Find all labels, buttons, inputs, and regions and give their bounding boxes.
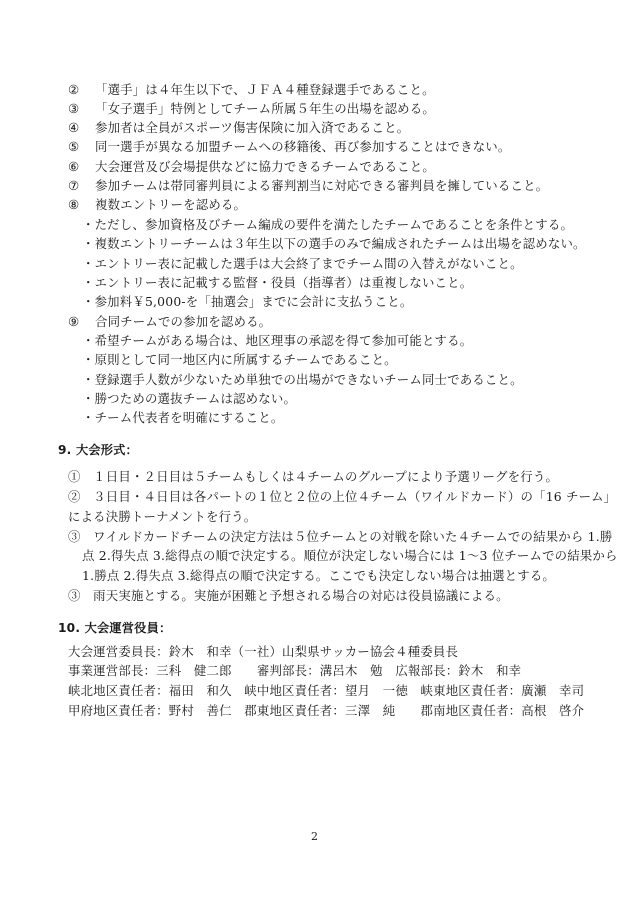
sub-bullet: ・希望チームがある場合は、地区理事の承認を得て参加可能とする。 (82, 333, 473, 348)
sub-bullet: ・チーム代表者を明確にすること。 (82, 410, 284, 425)
list-item: ⑦ 参加チームは帯同審判員による審判割当に対応できる審判員を擁していること。 (68, 178, 549, 193)
paragraph-line: による決勝トーナメントを行う。 (68, 509, 257, 524)
list-item: ② 「選手」は４年生以下で、ＪＦＡ４種登録選手であること。 (68, 82, 435, 97)
paragraph-line: ③ ワイルドカードチームの決定方法は５位チームとの対戦を除いた４チームでの結果から 1.勝 (68, 529, 613, 544)
paragraph-line: ② ３日目・４日目は各パートの１位と２位の上位４チーム（ワイルドカード）の「16 チーム」 (68, 489, 617, 504)
list-item: ④ 参加者は全員がスポーツ傷害保険に加入済であること。 (68, 120, 410, 135)
sub-bullet: ・原則として同一地区内に所属するチームであること。 (82, 352, 397, 367)
list-item: ③ 「女子選手」特例としてチーム所属５年生の出場を認める。 (68, 101, 435, 116)
sub-bullet: ・ただし、参加資格及びチーム編成の要件を満たしたチームであることを条件とする。 (82, 217, 574, 232)
sub-bullet: ・エントリー表に記載する監督・役員（指導者）は重複しないこと。 (82, 275, 473, 290)
section-heading: 10. 大会運営役員： (58, 621, 172, 635)
paragraph-line: ① １日目・２日目は５チームもしくは４チームのグループにより予選リーグを行う。 (68, 469, 559, 484)
sub-bullet: ・複数エントリーチームは３年生以下の選手のみで編成されたチームは出場を認めない。 (82, 236, 586, 251)
list-item: ⑨ 合同チームでの参加を認める。 (68, 314, 272, 329)
list-item: ⑧ 複数エントリーを認める。 (68, 197, 247, 212)
sub-bullet: ・勝つための選抜チームは認めない。 (82, 391, 297, 406)
sub-bullet: ・エントリー表に記載した選手は大会終了までチーム間の入替えがないこと。 (82, 256, 523, 271)
paragraph-line: 点 2.得失点 3.総得点の順で決定する。順位が決定しない場合には 1～3 位チームでの結果から (82, 548, 618, 563)
page-number: 2 (311, 830, 318, 843)
section-heading: 9. 大会形式： (58, 443, 138, 457)
paragraph-line: ③ 雨天実施とする。実施が困難と予想される場合の対応は役員協議による。 (68, 588, 509, 603)
officer-line: 大会運営委員長：鈴木 和幸（一社）山梨県サッカー協会４種委員長 (68, 644, 459, 659)
paragraph-line: 1.勝点 2.得失点 3.総得点の順で決定する。ここでも決定しない場合は抽選とする。 (82, 568, 556, 583)
officer-line: 事業運営部長：三科 健二郎 審判部長：溝呂木 勉 広報部長：鈴木 和幸 (68, 663, 522, 678)
list-item: ⑤ 同一選手が異なる加盟チームへの移籍後、再び参加することはできない。 (68, 139, 511, 154)
list-item: ⑥ 大会運営及び会場提供などに協力できるチームであること。 (68, 159, 435, 174)
officer-line: 甲府地区責任者：野村 善仁 郡東地区責任者：三澤 純 郡南地区責任者：高根 啓介 (68, 703, 585, 718)
officer-line: 峡北地区責任者：福田 和久 峡中地区責任者：望月 一徳 峡東地区責任者：廣瀬 幸司 (68, 683, 585, 698)
sub-bullet: ・登録選手人数が少ないため単独での出場ができないチーム同士であること。 (82, 372, 523, 387)
sub-bullet: ・参加料￥5,000-を「抽選会」までに会計に支払うこと。 (82, 294, 413, 309)
